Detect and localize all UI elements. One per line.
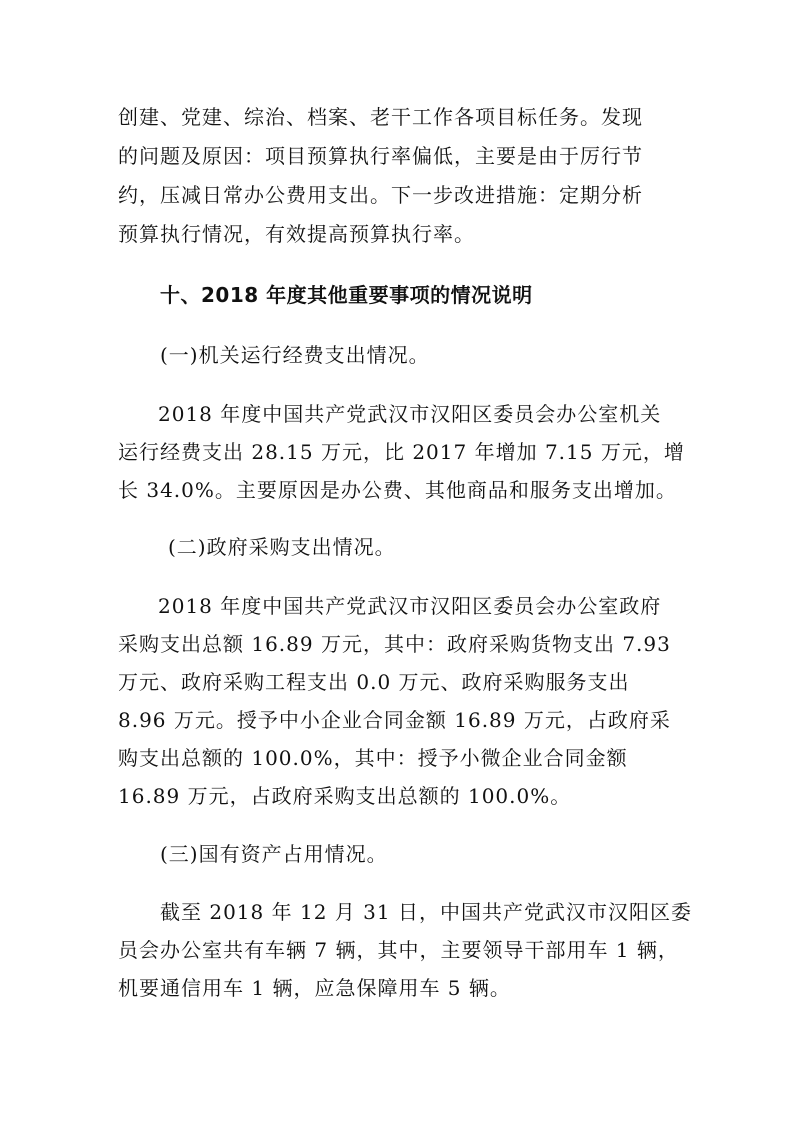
paragraph-line: 创建、党建、综治、档案、老干工作各项目标任务。发现 <box>118 105 643 129</box>
paragraph-line: 约，压减日常办公费用支出。下一步改进措施：定期分析 <box>118 183 643 207</box>
subsection-title: (二)政府采购支出情况。 <box>168 535 396 559</box>
section-heading: 十、2018 年度其他重要事项的情况说明 <box>160 283 533 307</box>
paragraph-line: 机要通信用车 1 辆，应急保障用车 5 辆。 <box>118 976 511 1000</box>
paragraph-line: 截至 2018 年 12 月 31 日，中国共产党武汉市汉阳区委 <box>160 900 692 924</box>
paragraph-line: 8.96 万元。授予中小企业合同金额 16.89 万元，占政府采 <box>118 708 671 732</box>
paragraph-line: 长 34.0%。主要原因是办公费、其他商品和服务支出增加。 <box>118 478 677 502</box>
paragraph-line: 的问题及原因：项目预算执行率偏低，主要是由于厉行节 <box>118 144 643 168</box>
paragraph-line: 16.89 万元，占政府采购支出总额的 100.0%。 <box>118 784 572 808</box>
paragraph-line: 预算执行情况，有效提高预算执行率。 <box>118 222 475 246</box>
paragraph-line: 运行经费支出 28.15 万元，比 2017 年增加 7.15 万元，增 <box>118 440 685 464</box>
paragraph-line: 员会办公室共有车辆 7 辆，其中，主要领导干部用车 1 辆， <box>118 938 679 962</box>
paragraph-line: 万元、政府采购工程支出 0.0 万元、政府采购服务支出 <box>118 670 630 694</box>
paragraph-line: 购支出总额的 100.0%，其中：授予小微企业合同金额 <box>118 746 628 770</box>
subsection-title: (一)机关运行经费支出情况。 <box>160 343 430 367</box>
paragraph-line: 采购支出总额 16.89 万元，其中：政府采购货物支出 7.93 <box>118 632 671 656</box>
subsection-title: (三)国有资产占用情况。 <box>160 842 388 866</box>
paragraph-line: 2018 年度中国共产党武汉市汉阳区委员会办公室政府 <box>158 594 662 618</box>
paragraph-line: 2018 年度中国共产党武汉市汉阳区委员会办公室机关 <box>158 402 662 426</box>
